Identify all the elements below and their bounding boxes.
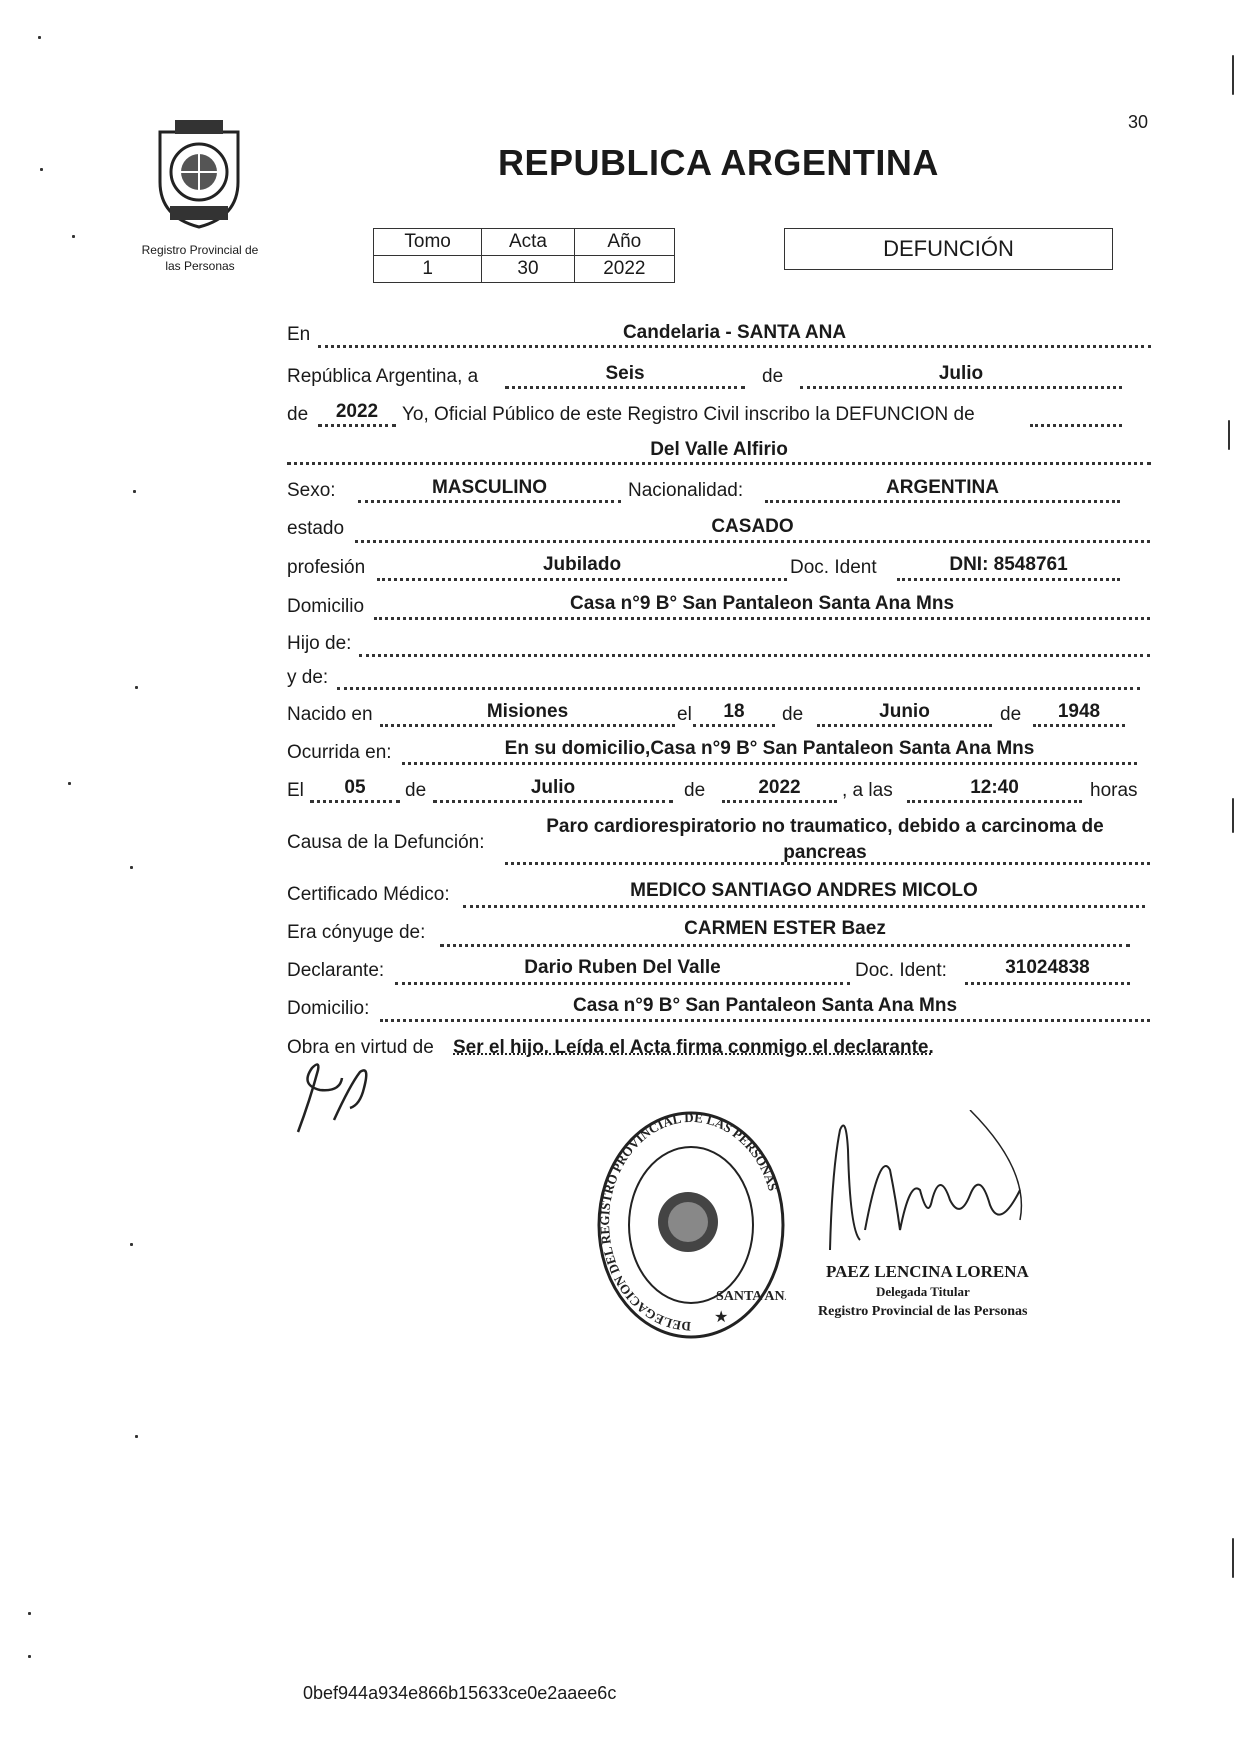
nacido-lugar-value: Misiones [486, 701, 569, 722]
nac-dia-value: 18 [723, 701, 745, 722]
signatory-name: PAEZ LENCINA LORENA [826, 1262, 1029, 1281]
handwritten-initials [290, 1060, 380, 1140]
dotted-line [765, 500, 1120, 503]
def-anio-value: 2022 [758, 777, 801, 798]
scan-speck [133, 490, 136, 493]
official-signature [820, 1110, 1050, 1260]
el2-label: El [287, 780, 304, 801]
org-line-1: Registro Provincial de [141, 243, 259, 257]
crest-emblem-icon [140, 112, 258, 230]
scan-speck [38, 36, 41, 39]
causa-line-1: Paro cardiorespiratorio no traumatico, debido a carcinoma de [546, 816, 1104, 837]
declarante-value: Dario Ruben Del Valle [524, 957, 721, 978]
obra-value: Ser el hijo. Leída el Acta firma conmigo el declarante. [453, 1037, 934, 1058]
acta-header-tomo: Tomo [374, 229, 482, 256]
ocurrida-value: En su domicilio,Casa n°9 B° San Pantaleon Santa Ana Mns [504, 738, 1035, 759]
dotted-line [1030, 424, 1122, 427]
seal-bottom-text: SANTA AN [716, 1289, 785, 1304]
dotted-line [897, 578, 1120, 581]
document-title: REPUBLICA ARGENTINA [498, 142, 939, 183]
star-icon: ★ [714, 1309, 729, 1326]
dotted-line [310, 800, 400, 803]
yde-label: y de: [287, 667, 329, 688]
def-hora-value: 12:40 [970, 777, 1019, 798]
hijo-label: Hijo de: [287, 633, 352, 654]
dotted-line [359, 654, 1150, 657]
scan-mark [1232, 1538, 1234, 1578]
dotted-line [377, 578, 787, 581]
document-hash: 0bef944a934e866b15633ce0e2aaee6c [303, 1683, 617, 1703]
scan-mark [1232, 55, 1234, 95]
doc2-ident-value: 31024838 [1005, 957, 1090, 978]
province-crest [140, 112, 258, 230]
de5-label: de [405, 780, 427, 801]
acta-value-acta: 30 [482, 256, 574, 283]
dotted-line [800, 386, 1122, 389]
def-dia-value: 05 [344, 777, 366, 798]
signatory-org: Registro Provincial de las Personas [818, 1304, 1028, 1319]
scan-mark [1232, 798, 1234, 833]
certificado-label: Certificado Médico: [287, 884, 450, 905]
doc2-ident-label: Doc. Ident: [855, 960, 947, 981]
mes-value: Julio [938, 363, 984, 384]
ocurrida-label: Ocurrida en: [287, 742, 392, 763]
domicilio2-label: Domicilio: [287, 998, 370, 1019]
dotted-line [817, 724, 992, 727]
oficial-text: Yo, Oficial Público de este Registro Civil inscribo la DEFUNCION de [402, 404, 975, 425]
dotted-line [1033, 724, 1125, 727]
scan-speck [40, 168, 43, 171]
sexo-value: MASCULINO [431, 477, 548, 498]
sexo-label: Sexo: [287, 480, 336, 501]
acta-header-acta: Acta [482, 229, 574, 256]
page-number: 30 [1128, 112, 1149, 132]
dotted-line [318, 424, 396, 427]
dotted-line [318, 345, 1151, 348]
nac-anio-value: 1948 [1057, 701, 1101, 722]
domicilio2-value: Casa n°9 B° San Pantaleon Santa Ana Mns [572, 995, 958, 1016]
scan-speck [130, 1243, 133, 1246]
signatory-role: Delegada Titular [876, 1284, 970, 1299]
official-seal [596, 1110, 786, 1340]
causa-line-2: pancreas [783, 842, 867, 863]
acta-table [373, 228, 675, 283]
dia-value: Seis [605, 363, 645, 384]
certificado-value: MEDICO SANTIAGO ANDRES MICOLO [630, 880, 978, 901]
seal-emblem-icon [596, 1110, 786, 1340]
profesion-value: Jubilado [542, 554, 622, 575]
doc-ident-label: Doc. Ident [790, 557, 877, 578]
dotted-line [433, 800, 673, 803]
seal-ring-text: DELEGACION DEL REGISTRO PROVINCIAL DE LAS PERSONAS [596, 1110, 781, 1335]
en-label: En [287, 324, 311, 345]
acta-header-anio: Año [574, 229, 674, 256]
de6-label: de [684, 780, 706, 801]
scan-mark [1228, 420, 1230, 450]
dotted-line [693, 724, 775, 727]
org-line-2: las Personas [165, 259, 235, 273]
dotted-line [505, 386, 745, 389]
dotted-line [402, 762, 1137, 765]
dotted-line [505, 862, 1150, 865]
dotted-line [965, 982, 1130, 985]
scan-speck [135, 1435, 138, 1438]
dotted-line [380, 724, 675, 727]
de2-label: de [287, 404, 309, 425]
nac-mes-value: Junio [879, 701, 930, 722]
el-label: el [677, 704, 692, 725]
deceased-name-value: Del Valle Alfirio [650, 439, 788, 460]
domicilio-label: Domicilio [287, 596, 365, 617]
profesion-label: profesión [287, 557, 366, 578]
def-mes-value: Julio [530, 777, 576, 798]
scan-speck [28, 1655, 31, 1658]
dotted-line [907, 800, 1082, 803]
dotted-line [358, 500, 621, 503]
nacionalidad-value: ARGENTINA [886, 477, 999, 498]
domicilio-value: Casa n°9 B° San Pantaleon Santa Ana Mns [569, 593, 955, 614]
acta-value-anio: 2022 [574, 256, 674, 283]
nacido-label: Nacido en [287, 704, 373, 725]
anio-value: 2022 [335, 401, 379, 422]
dotted-line [337, 687, 1140, 690]
en-value: Candelaria - SANTA ANA [622, 322, 847, 343]
de-label: de [762, 366, 784, 387]
dotted-line [722, 800, 837, 803]
document-type-box: DEFUNCIÓN [784, 228, 1113, 270]
conyuge-value: CARMEN ESTER Baez [684, 918, 886, 939]
de4-label: de [1000, 704, 1022, 725]
nacionalidad-label: Nacionalidad: [628, 480, 744, 501]
dotted-line [287, 462, 1151, 465]
estado-value: CASADO [711, 516, 794, 537]
dotted-line [355, 540, 1150, 543]
issuing-organization [120, 242, 280, 274]
doc-ident-value: DNI: 8548761 [949, 554, 1068, 575]
dotted-line [395, 982, 850, 985]
scan-speck [130, 866, 133, 869]
dotted-line [374, 617, 1150, 620]
alas-label: , a las [842, 780, 893, 801]
de3-label: de [782, 704, 804, 725]
scan-speck [68, 782, 71, 785]
horas-label: horas [1090, 780, 1138, 801]
estado-label: estado [287, 518, 345, 539]
dotted-line [463, 905, 1145, 908]
obra-label: Obra en virtud de [287, 1037, 434, 1058]
republica-label: República Argentina, a [287, 366, 479, 387]
acta-value-tomo: 1 [374, 256, 482, 283]
causa-label: Causa de la Defunción: [287, 832, 485, 853]
scan-speck [72, 235, 75, 238]
scan-speck [28, 1612, 31, 1615]
dotted-line [440, 944, 1130, 947]
conyuge-label: Era cónyuge de: [287, 922, 426, 943]
dotted-line [380, 1019, 1150, 1022]
scan-speck [135, 686, 138, 689]
declarante-label: Declarante: [287, 960, 385, 981]
